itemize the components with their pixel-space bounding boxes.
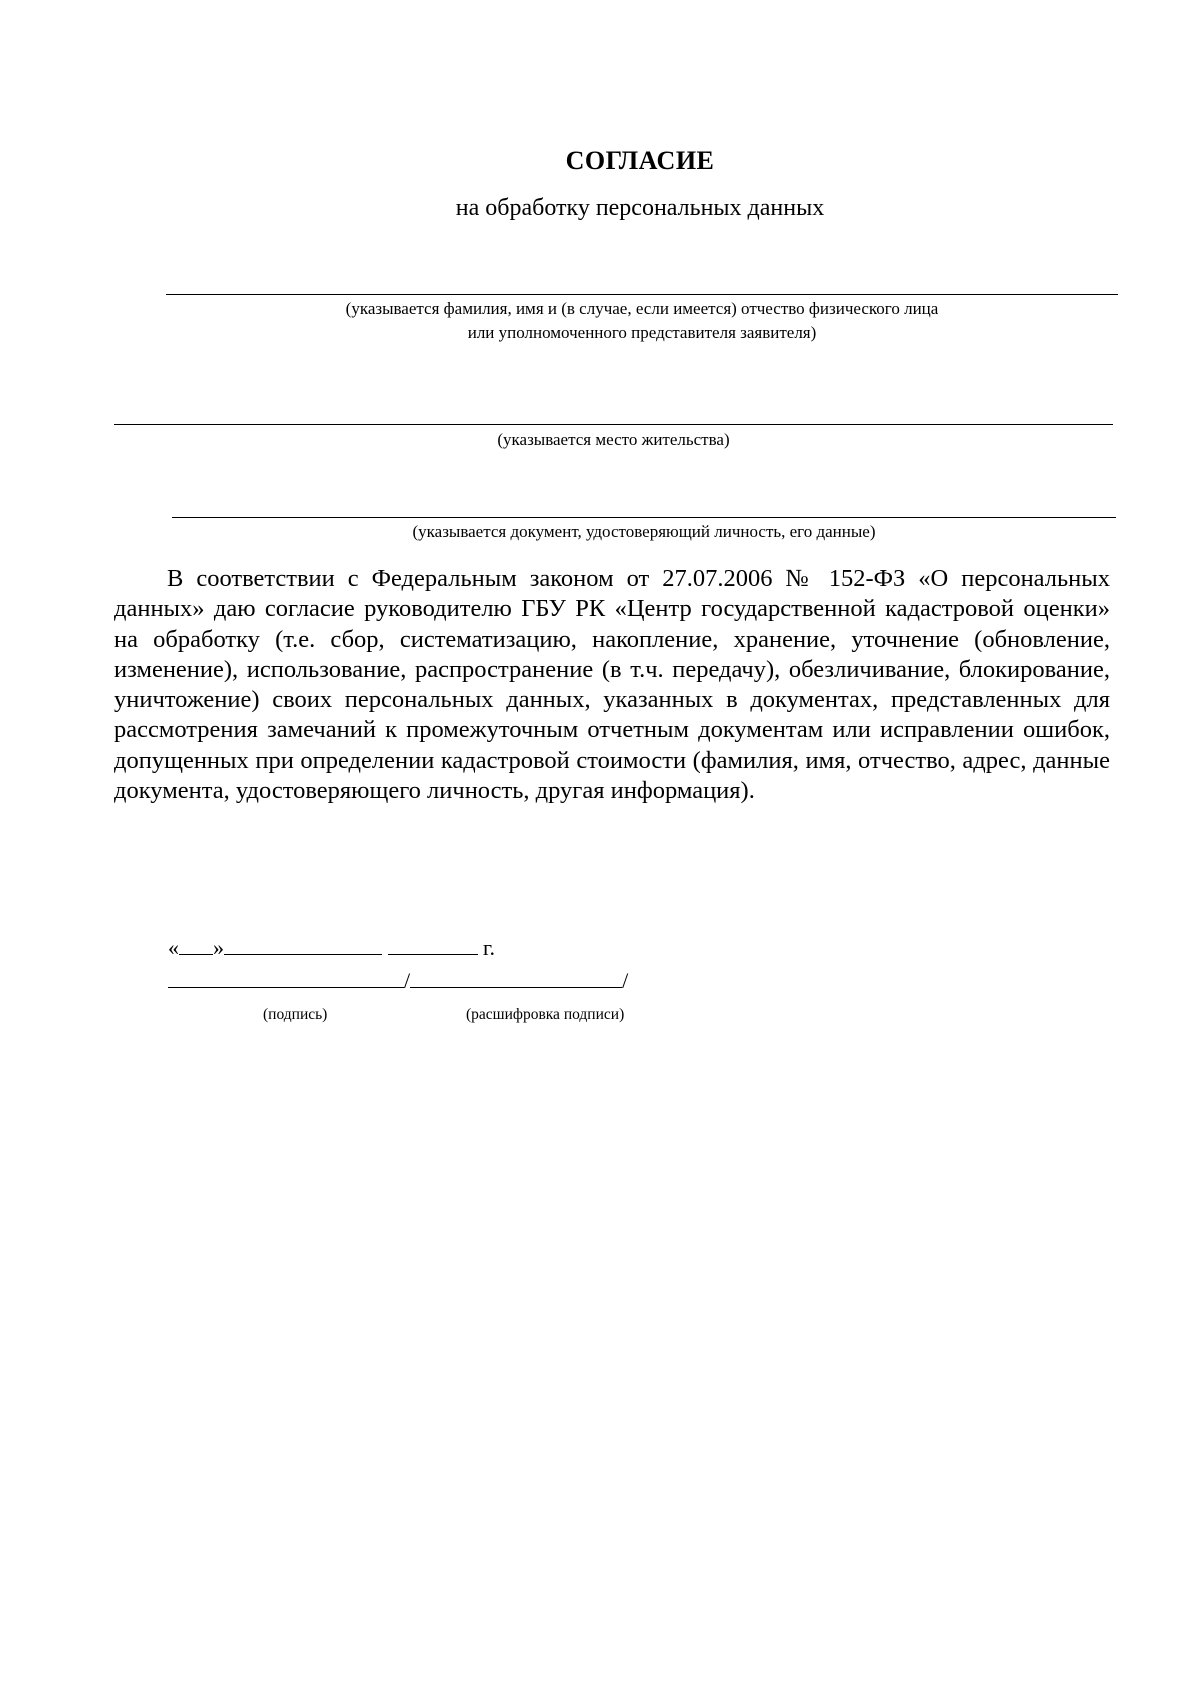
name-caption-line1: (указывается фамилия, имя и (в случае, если имеется) отчество физического лица	[345, 299, 939, 318]
transcript-caption: (расшифровка подписи)	[466, 1006, 625, 1023]
year-suffix: г.	[483, 935, 496, 960]
consent-paragraph: В соответствии с Федеральным законом от 27.07.2006 № 152-ФЗ «О персональных данных» даю согласие руководителю ГБУ РК «Центр государственной кадастровой оценки» на обработку (т.е. сбор, систематизацию, накопление, хранение, уточнение (обновление, изменение), использование, распространение (в т.ч. передачу), обезличивание, блокирование, уничтожение) своих персональных данных, указанных в документах, представленных для рассмотрения замечаний к промежуточным отчетным документам или исправлении ошибок, допущенных при определении кадастровой стоимости (фамилия, имя, отчество, адрес, данные документа, удостоверяющего личность, другая информация).	[114, 565, 1110, 805]
id-document-field-line[interactable]	[172, 517, 1116, 518]
date-line	[168, 934, 495, 961]
signature-line	[168, 967, 628, 994]
transcript-blank[interactable]	[410, 967, 622, 988]
document-title: СОГЛАСИЕ	[565, 146, 715, 175]
residence-field-line[interactable]	[114, 424, 1113, 425]
id-document-field-caption: (указывается документ, удостоверяющий личность, его данные)	[412, 522, 876, 541]
name-caption-line2: или уполномоченного представителя заявителя)	[467, 323, 817, 342]
signature-caption: (подпись)	[263, 1006, 328, 1023]
name-field-caption	[166, 297, 1118, 345]
residence-field-caption: (указывается место жительства)	[497, 430, 730, 449]
month-blank[interactable]	[224, 934, 382, 955]
document-subtitle: на обработку персональных данных	[455, 195, 825, 221]
signature-separator: /	[404, 968, 411, 993]
year-blank[interactable]	[388, 934, 478, 955]
name-field-line[interactable]	[166, 294, 1118, 295]
day-blank[interactable]	[179, 934, 213, 955]
date-quote-close: »	[213, 935, 224, 960]
signature-separator-end: /	[622, 968, 629, 993]
date-quote-open: «	[168, 935, 179, 960]
signature-blank[interactable]	[168, 967, 404, 988]
